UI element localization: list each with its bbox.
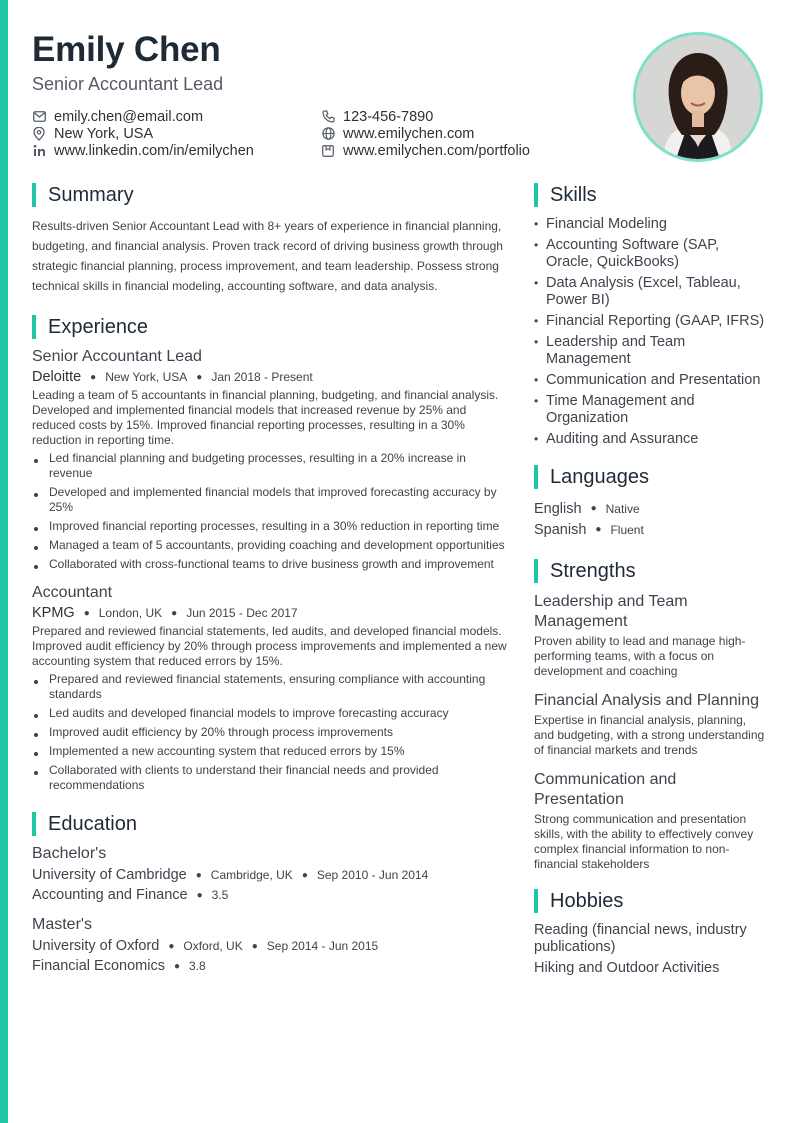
experience-heading xyxy=(32,314,510,340)
separator-dot: ● xyxy=(196,371,203,383)
job-bullet: Led audits and developed financial models to improve forecasting accuracy xyxy=(32,706,510,721)
job-title: Accountant xyxy=(32,584,113,601)
phone-text: 123-456-7890 xyxy=(343,108,434,125)
job-bullet: Improved audit efficiency by 20% through process improvements xyxy=(32,725,510,740)
education-school: University of Cambridge xyxy=(32,867,187,883)
language-item xyxy=(534,519,766,540)
job-title: Senior Accountant Lead xyxy=(32,348,202,365)
job-company: Deloitte xyxy=(32,369,82,385)
separator-dot: ● xyxy=(83,607,90,619)
strengths-heading-text: Strengths xyxy=(550,559,636,582)
portfolio-text: www.emilychen.com/portfolio xyxy=(343,142,530,159)
contact-website[interactable] xyxy=(321,125,581,142)
heading-accent xyxy=(32,315,36,339)
education-school: University of Oxford xyxy=(32,938,160,954)
heading-accent xyxy=(32,183,36,207)
education-entry xyxy=(32,916,510,974)
strength-item xyxy=(534,691,766,758)
job-dates: Jun 2015 - Dec 2017 xyxy=(186,606,298,620)
summary-heading-text: Summary xyxy=(48,183,134,206)
hobbies-heading-text: Hobbies xyxy=(550,889,624,912)
strength-title: Leadership and Team Management xyxy=(534,593,688,630)
resume-header xyxy=(32,30,592,95)
heading-accent xyxy=(32,812,36,836)
job-description: Leading a team of 5 accountants in financial planning, budgeting, and financial analysis. Developed and implemented financial models that increased revenue by 25% and reduced costs by 15%. Improved financial reporting processes, resulting in a 30% reduction in reporting time. xyxy=(32,388,499,447)
language-name: Spanish xyxy=(534,521,587,538)
email-text: emily.chen@email.com xyxy=(54,108,204,125)
job-meta xyxy=(32,605,510,621)
job-bullets xyxy=(32,451,510,572)
contact-email[interactable] xyxy=(32,108,321,125)
job-location: New York, USA xyxy=(105,370,188,384)
separator-dot: ● xyxy=(595,524,602,535)
linkedin-icon xyxy=(32,144,46,158)
contact-info xyxy=(32,108,592,159)
heading-accent xyxy=(534,889,538,913)
education-heading-text: Education xyxy=(48,812,137,835)
education-gpa: 3.5 xyxy=(211,888,229,902)
main-column xyxy=(32,182,510,974)
heading-accent xyxy=(534,559,538,583)
job-entry xyxy=(32,348,510,572)
education-entry xyxy=(32,845,510,903)
skill-item: • Time Management and Organization xyxy=(534,393,766,427)
mail-icon xyxy=(32,110,46,124)
strength-description: Proven ability to lead and manage high-performing teams, with a focus on development and coaching xyxy=(534,634,746,678)
separator-dot: ● xyxy=(196,889,203,901)
portfolio-icon xyxy=(321,144,335,158)
accent-bar xyxy=(0,0,8,1123)
education-dates: Sep 2014 - Jun 2015 xyxy=(266,939,379,953)
skills-heading-text: Skills xyxy=(550,183,597,206)
linkedin-text: www.linkedin.com/in/emilychen xyxy=(54,142,254,159)
experience-heading-text: Experience xyxy=(48,315,149,338)
separator-dot: ● xyxy=(171,607,178,619)
language-name: English xyxy=(534,500,582,517)
separator-dot: ● xyxy=(251,940,258,952)
skill-item: • Financial Modeling xyxy=(534,216,766,233)
separator-dot: ● xyxy=(173,960,181,972)
location-text: New York, USA xyxy=(54,125,154,142)
hobby-item: Hiking and Outdoor Activities xyxy=(534,960,720,976)
location-pin-icon xyxy=(32,127,46,141)
strength-title: Financial Analysis and Planning xyxy=(534,692,760,709)
strength-item xyxy=(534,770,766,872)
job-bullet: Managed a team of 5 accountants, providing coaching and development opportunities xyxy=(32,538,510,553)
contact-linkedin[interactable] xyxy=(32,142,321,159)
job-bullet: Led financial planning and budgeting processes, resulting in a 20% increase in revenue xyxy=(32,451,510,481)
education-degree: Master's xyxy=(32,916,92,933)
hobbies-heading xyxy=(534,888,766,914)
strength-description: Strong communication and presentation skills, with the ability to effectively convey complex financial information to non-financial stakeholders xyxy=(534,812,754,871)
languages-heading xyxy=(534,464,766,490)
summary-heading xyxy=(32,182,510,208)
separator-dot: ● xyxy=(590,503,597,514)
education-gpa: 3.8 xyxy=(189,959,206,973)
job-bullets xyxy=(32,672,510,793)
strength-item xyxy=(534,592,766,679)
education-location: Oxford, UK xyxy=(183,939,243,953)
job-entry xyxy=(32,584,510,793)
phone-icon xyxy=(321,110,335,124)
job-company: KPMG xyxy=(32,605,75,621)
job-bullet: Improved financial reporting processes, resulting in a 30% reduction in reporting time xyxy=(32,519,510,534)
contact-phone[interactable] xyxy=(321,108,581,125)
languages-heading-text: Languages xyxy=(550,465,649,488)
globe-icon xyxy=(321,127,335,141)
job-bullet: Implemented a new accounting system that reduced errors by 15% xyxy=(32,744,510,759)
education-field: Accounting and Finance xyxy=(32,887,188,903)
language-level: Native xyxy=(605,501,640,516)
separator-dot: ● xyxy=(90,371,97,383)
language-item xyxy=(534,498,766,519)
profile-photo xyxy=(633,32,763,162)
job-bullet: Developed and implemented financial models that improved forecasting accuracy by 25% xyxy=(32,485,510,515)
strength-description: Expertise in financial analysis, planning, and budgeting, with a strong understanding of financial markets and trends xyxy=(534,713,765,757)
contact-location xyxy=(32,125,321,142)
strength-title: Communication and Presentation xyxy=(534,771,677,808)
separator-dot: ● xyxy=(301,869,308,881)
website-text: www.emilychen.com xyxy=(343,125,475,142)
education-heading xyxy=(32,811,510,837)
skills-heading xyxy=(534,182,766,208)
skill-item: • Leadership and Team Management xyxy=(534,334,766,368)
skill-item: • Communication and Presentation xyxy=(534,372,766,389)
skill-item: • Accounting Software (SAP, Oracle, QuickBooks) xyxy=(534,237,766,271)
skill-item: • Auditing and Assurance xyxy=(534,431,766,448)
strengths-heading xyxy=(534,558,766,584)
education-field-line xyxy=(32,887,510,903)
separator-dot: ● xyxy=(168,940,175,952)
education-degree: Bachelor's xyxy=(32,845,107,862)
hobby-item: Reading (financial news, industry publications) xyxy=(534,922,747,955)
job-bullet: Collaborated with cross-functional teams to drive business growth and improvement xyxy=(32,557,510,572)
candidate-name: Emily Chen xyxy=(32,30,221,69)
heading-accent xyxy=(534,465,538,489)
job-description: Prepared and reviewed financial statements, led audits, and developed financial models. Improved audit efficiency by 20% through process improvements and implemented a new accounting system that reduced errors by 15%. xyxy=(32,624,507,668)
language-level: Fluent xyxy=(610,522,644,537)
summary-text: Results-driven Senior Accountant Lead with 8+ years of experience in financial planning, budgeting, and financial analysis. Proven track record of driving business growth through strategic financial planning, process improvement, and team leadership. Possess strong technical skills in financial modeling, accounting software, and data analysis. xyxy=(32,219,503,293)
job-meta xyxy=(32,369,510,385)
education-field: Financial Economics xyxy=(32,958,165,974)
job-bullet: Prepared and reviewed financial statements, ensuring compliance with accounting standards xyxy=(32,672,510,702)
skill-item: • Financial Reporting (GAAP, IFRS) xyxy=(534,313,766,330)
skills-list xyxy=(534,216,766,448)
side-column xyxy=(534,182,766,981)
education-location: Cambridge, UK xyxy=(210,868,293,882)
job-bullet: Collaborated with clients to understand their financial needs and provided recommendations xyxy=(32,763,510,793)
skill-item: • Data Analysis (Excel, Tableau, Power BI) xyxy=(534,275,766,309)
education-dates: Sep 2010 - Jun 2014 xyxy=(316,868,429,882)
heading-accent xyxy=(534,183,538,207)
education-school-line xyxy=(32,867,510,883)
contact-portfolio[interactable] xyxy=(321,142,581,159)
education-field-line xyxy=(32,958,510,974)
candidate-role: Senior Accountant Lead xyxy=(32,74,224,95)
education-school-line xyxy=(32,938,510,954)
separator-dot: ● xyxy=(195,869,202,881)
job-location: London, UK xyxy=(98,606,163,620)
job-dates: Jan 2018 - Present xyxy=(211,370,313,384)
